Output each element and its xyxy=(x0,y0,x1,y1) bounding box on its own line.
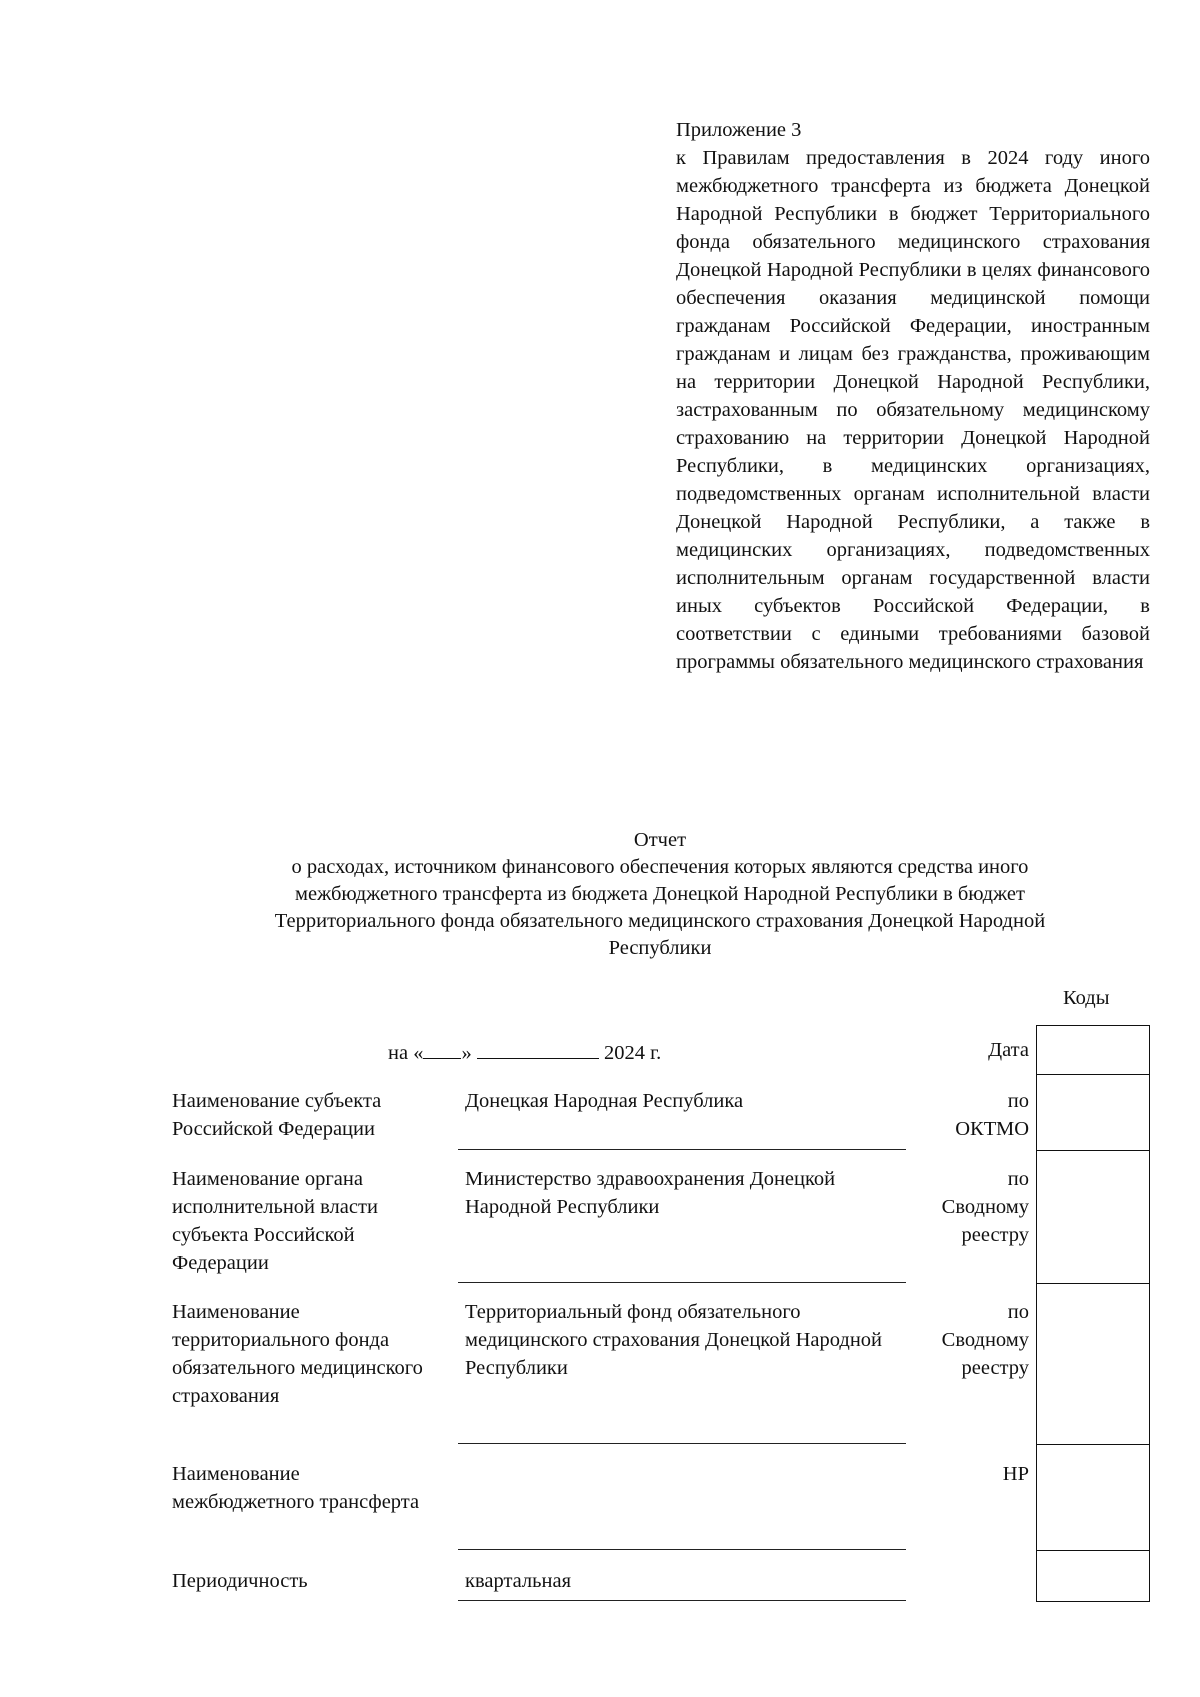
organ-value: Министерство здравоохранения Донецкой Народной Республики xyxy=(465,1168,836,1218)
registry-label-line: реестру xyxy=(961,1224,1029,1246)
date-year: 2024 г. xyxy=(603,1042,662,1064)
date-code-label: Дата xyxy=(988,1039,1029,1061)
oktmo-label-line: по xyxy=(1007,1090,1029,1112)
codes-header: Коды xyxy=(1063,987,1110,1009)
transfer-underline xyxy=(458,1549,906,1550)
subject-label: Наименование субъекта Российской Федерации xyxy=(172,1090,382,1140)
periodicity-underline xyxy=(458,1600,906,1601)
subject-underline xyxy=(458,1149,906,1150)
oktmo-code-label xyxy=(955,1087,1029,1143)
report-title-block xyxy=(170,827,1150,962)
registry-code-label-1 xyxy=(942,1165,1029,1249)
periodicity-value: квартальная xyxy=(465,1570,572,1592)
registry-label-line: по xyxy=(1007,1301,1029,1323)
report-subtitle: о расходах, источником финансового обеспечения которых являются средства иного межбюджетного трансферта из бюджета Донецкой Народной Республики в бюджет Территориального фонда обязательного медицинского страхования Донецкой Народной Республики xyxy=(274,856,1046,959)
codes-row-divider xyxy=(1037,1283,1149,1284)
np-code-label: НР xyxy=(1002,1463,1029,1485)
fund-label: Наименование территориального фонда обязательного медицинского страхования xyxy=(172,1301,423,1407)
date-prefix: на « xyxy=(388,1042,424,1064)
codes-row-divider xyxy=(1037,1150,1149,1151)
registry-label-line: Сводному xyxy=(941,1329,1029,1351)
report-title: Отчет xyxy=(633,829,687,851)
codes-row-divider xyxy=(1037,1444,1149,1445)
subject-value: Донецкая Народная Республика xyxy=(465,1090,744,1112)
transfer-label: Наименование межбюджетного трансферта xyxy=(172,1463,420,1513)
appendix-number: Приложение 3 xyxy=(676,119,802,141)
oktmo-label-line: ОКТМО xyxy=(955,1118,1029,1140)
registry-label-line: реестру xyxy=(961,1357,1029,1379)
appendix-block xyxy=(676,116,1150,676)
appendix-text: к Правилам предоставления в 2024 году иного межбюджетного трансферта из бюджета Донецкой Народной Республики в бюджет Территориального фонда обязательного медицинского страхования Донецкой Народной Республики в целях финансового обеспечения оказания медицинской помощи гражданам Российской Федерации, иностранным гражданам и лицам без гражданства, проживающим на территории Донецкой Народной Республики, застрахованным по обязательному медицинскому страхованию на территории Донецкой Народной Республики, в медицинских организациях, подведомственных органам исполнительной власти Донецкой Народной Республики, а также в медицинских организациях, подведомственных исполнительным органам государственной власти иных субъектов Российской Федерации, в соответствии с едиными требованиями базовой программы обязательного медицинского страхования xyxy=(676,147,1150,673)
registry-label-line: Сводному xyxy=(941,1196,1029,1218)
codes-row-divider xyxy=(1037,1550,1149,1551)
fund-underline xyxy=(458,1443,906,1444)
organ-underline xyxy=(458,1282,906,1283)
month-blank[interactable] xyxy=(477,1038,599,1059)
report-date-line xyxy=(388,1038,661,1065)
codes-row-divider xyxy=(1037,1074,1149,1075)
registry-label-line: по xyxy=(1007,1168,1029,1190)
fund-value: Территориальный фонд обязательного медицинского страхования Донецкой Народной Республики xyxy=(465,1301,883,1379)
organ-label: Наименование органа исполнительной власти субъекта Российской Федерации xyxy=(172,1168,378,1274)
periodicity-label: Периодичность xyxy=(172,1570,308,1592)
registry-code-label-2 xyxy=(942,1298,1029,1382)
date-mid: » xyxy=(461,1042,472,1064)
day-blank[interactable] xyxy=(423,1038,461,1059)
codes-table xyxy=(1036,1025,1150,1602)
